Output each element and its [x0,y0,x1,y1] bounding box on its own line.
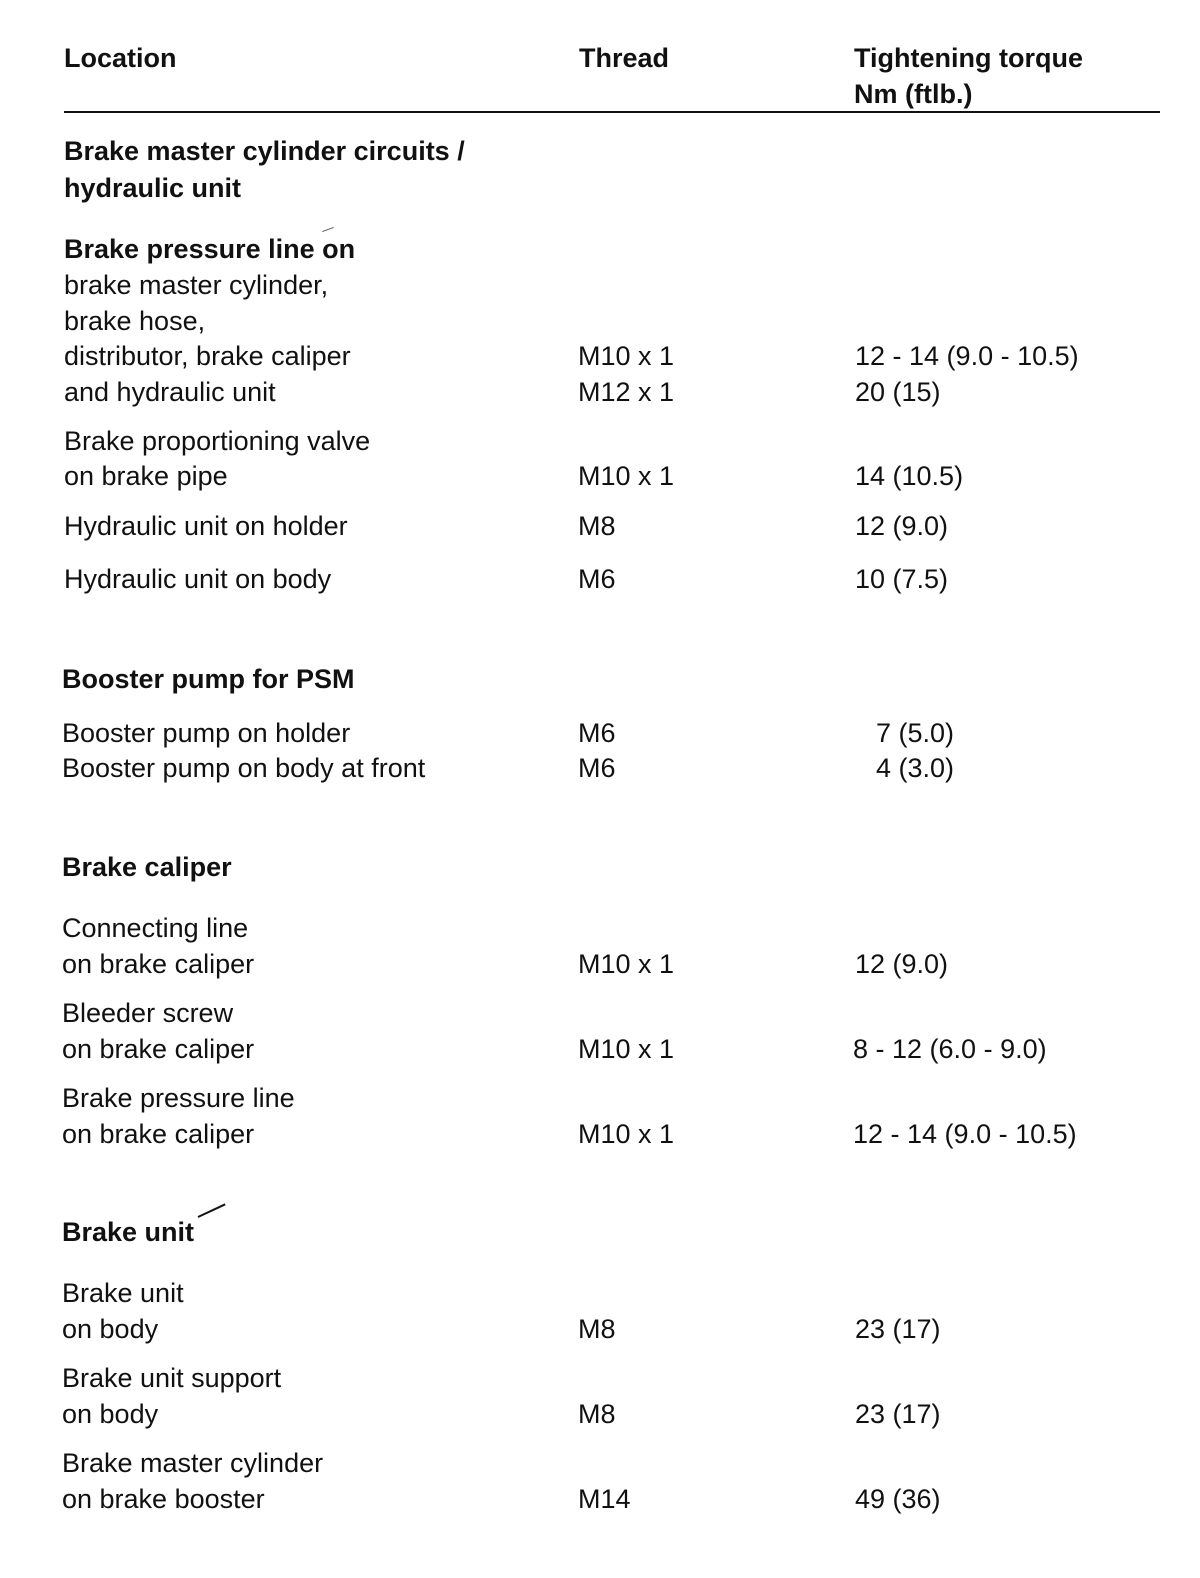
header-torque-line1: Tightening torque [854,43,1083,73]
section-title-master-line2: hydraulic unit [64,173,242,203]
pressure-line-text-1: brake master cylinder, [64,270,329,300]
unit-body-text-2: on body [62,1314,159,1344]
support-text-2: on body [62,1399,159,1429]
support-text-1: Brake unit support [62,1363,282,1393]
booster-front-torque: 4 (3.0) [876,753,955,783]
unit-body-text-1: Brake unit [62,1278,184,1308]
section-title-booster: Booster pump for PSM [62,664,355,694]
caliper-pressure-text-2: on brake caliper [62,1119,255,1149]
caliper-pressure-thread: M10 x 1 [578,1119,675,1149]
booster-front-text: Booster pump on body at front [62,753,426,783]
hyd-holder-torque: 12 (9.0) [855,511,949,541]
hyd-holder-thread: M8 [578,511,616,541]
caliper-pressure-text-1: Brake pressure line [62,1083,295,1113]
pressure-line-text-2: brake hose, [64,306,206,336]
connecting-text-1: Connecting line [62,913,249,943]
unit-body-thread: M8 [578,1314,616,1344]
hyd-holder-text: Hydraulic unit on holder [64,511,348,541]
pressure-line-thread-2: M12 x 1 [578,377,675,407]
caliper-pressure-torque: 12 - 14 (9.0 - 10.5) [853,1119,1077,1149]
pen-slash-mark [198,1203,226,1217]
valve-thread: M10 x 1 [578,461,675,491]
support-torque: 23 (17) [855,1399,941,1429]
section-title-unit: Brake unit [62,1217,195,1247]
booster-front-thread: M6 [578,753,616,783]
master-cyl-thread: M14 [578,1484,631,1514]
header-thread: Thread [579,43,670,73]
master-cyl-text-2: on brake booster [62,1484,265,1514]
bleeder-text-2: on brake caliper [62,1034,255,1064]
valve-text-2: on brake pipe [64,461,228,491]
booster-holder-torque: 7 (5.0) [876,718,955,748]
pressure-line-torque-1: 12 - 14 (9.0 - 10.5) [855,341,1079,371]
bleeder-torque: 8 - 12 (6.0 - 9.0) [853,1034,1047,1064]
header-torque-line2: Nm (ftlb.) [854,79,973,109]
connecting-torque: 12 (9.0) [855,949,949,979]
hyd-body-thread: M6 [578,564,616,594]
pressure-line-thread-1: M10 x 1 [578,341,675,371]
valve-text-1: Brake proportioning valve [64,426,371,456]
hyd-body-text: Hydraulic unit on body [64,564,332,594]
bleeder-text-1: Bleeder screw [62,998,234,1028]
support-thread: M8 [578,1399,616,1429]
section-title-master-line1: Brake master cylinder circuits / [64,136,465,166]
master-cyl-torque: 49 (36) [855,1484,941,1514]
connecting-text-2: on brake caliper [62,949,255,979]
pressure-line-text-3: distributor, brake caliper [64,341,351,371]
header-rule [64,111,1160,113]
valve-torque: 14 (10.5) [855,461,964,491]
unit-body-torque: 23 (17) [855,1314,941,1344]
connecting-thread: M10 x 1 [578,949,675,979]
pressure-line-text-4: and hydraulic unit [64,377,276,407]
booster-holder-text: Booster pump on holder [62,718,351,748]
pressure-line-title: Brake pressure line on [64,234,356,264]
section-title-caliper: Brake caliper [62,852,232,882]
booster-holder-thread: M6 [578,718,616,748]
header-location: Location [64,43,177,73]
hyd-body-torque: 10 (7.5) [855,564,949,594]
bleeder-thread: M10 x 1 [578,1034,675,1064]
pressure-line-torque-2: 20 (15) [855,377,941,407]
master-cyl-text-1: Brake master cylinder [62,1448,324,1478]
